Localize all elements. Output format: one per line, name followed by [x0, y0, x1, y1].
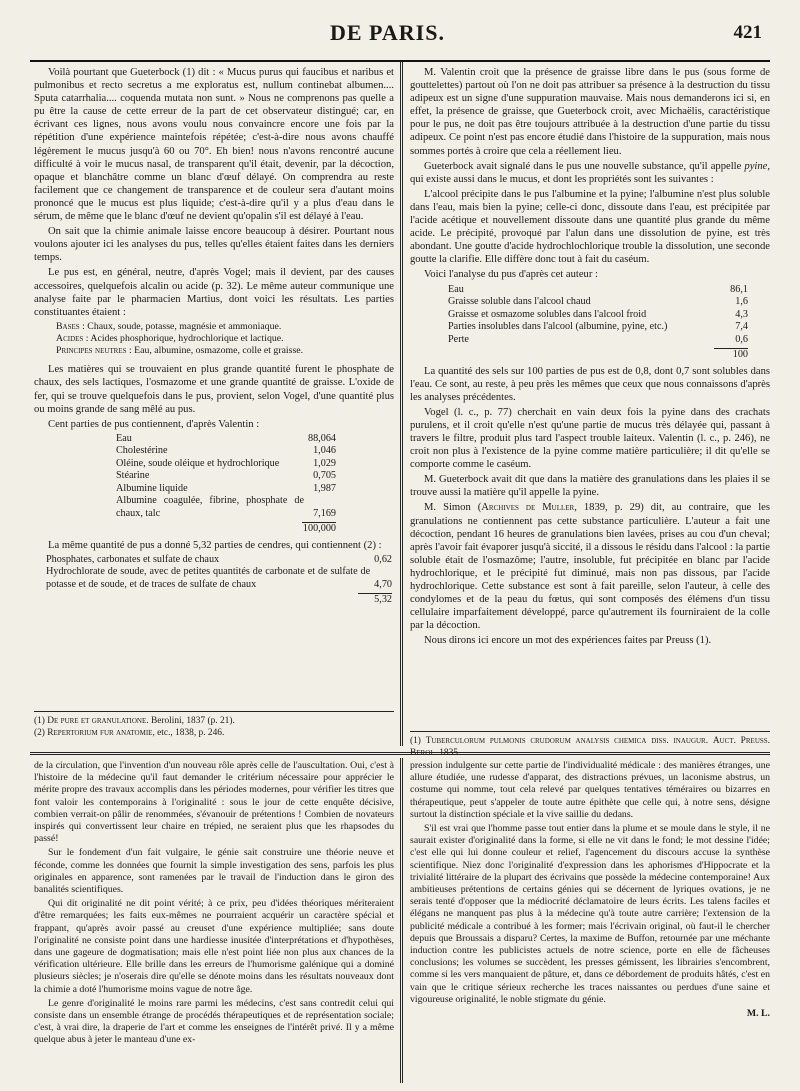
footnote: (1) Tuberculorum pulmonis crudorum analysis chemica diss. inaugur. Auct. Preuss. Berol. 1835.	[410, 736, 771, 758]
left-bottom-column	[34, 760, 394, 1049]
paragraph: Le genre d'originalité le moins rare parmi les médecins, c'est sans contredit celui qui consiste dans un ensemble étrange de procédés thérapeutiques et de représentation sociale; c'est, à vrai dire, la draperie de l'art et comme les enseignes de l'intérêt privé. Il y a même quelque abus à jeter le manteau d'une ex-	[34, 997, 394, 1046]
row-label: Stéarine	[116, 470, 150, 482]
valentin-analysis-table	[116, 433, 336, 521]
author-signature: M. L.	[746, 1008, 770, 1020]
paragraph: Gueterbock avait signalé dans le pus une nouvelle substance, qu'il appelle pyine, qui existe aussi dans le mucus, et dont les propriétés sont les suivantes :	[410, 160, 770, 185]
row-label: Cholestérine	[116, 445, 168, 457]
table-row	[46, 566, 392, 591]
row-value: 1,046	[313, 445, 336, 457]
row-label: Eau	[448, 283, 464, 295]
paragraph: Nous dirons ici encore un mot des expériences faites par Preuss (1).	[424, 635, 712, 647]
page-number: 421	[733, 22, 762, 43]
page-header	[0, 18, 800, 52]
row-value: 4,3	[735, 308, 748, 320]
row-label: Parties insolubles dans l'alcool (albumine, pyine, etc.)	[448, 321, 668, 332]
table-row	[116, 470, 336, 483]
constituents-list	[56, 321, 394, 358]
table-row	[448, 296, 748, 309]
row-label: Oléine, soude oléique et hydrochlorique	[116, 457, 280, 469]
footnote-rule	[34, 711, 394, 712]
table-row	[116, 495, 336, 520]
left-top-column	[34, 66, 394, 607]
footnote: (1) De pure et granulatione. Berolini, 1837 (p. 21).	[34, 716, 235, 726]
gueterbock-analysis-table	[448, 284, 748, 347]
footnote: (2) Repertorium fur anatomie, etc., 1838, p. 246.	[34, 728, 225, 738]
list-item: Principes neutres : Eau, albumine, osmazome, colle et graisse.	[56, 345, 304, 357]
table-row	[448, 284, 748, 297]
row-value: 1,6	[735, 296, 748, 307]
table-row	[116, 433, 336, 446]
table-row	[448, 334, 748, 347]
paragraph: Voici l'analyse du pus d'après cet auteur :	[424, 269, 598, 281]
row-label: Graisse et osmazome solubles dans l'alcool froid	[448, 308, 647, 320]
paragraph: Cent parties de pus contiennent, d'après Valentin :	[48, 418, 260, 430]
table-total: 5,32	[46, 593, 392, 607]
ashes-table	[46, 554, 392, 592]
table-total: 100,000	[302, 523, 336, 535]
paragraph: La même quantité de pus a donné 5,32 parties de cendres, qui contiennent (2) :	[48, 539, 382, 551]
paragraph: Sur le fondement d'un fait vulgaire, le génie sait construire une théorie neuve et féconde, comme les données que fournit la simple investigation des sens, parfois les plus originales en apparence, sont ramenées par le travail de l'induction dans le giron des banalités scientifiques.	[34, 847, 394, 896]
row-label: Albumine liquide	[116, 482, 188, 494]
paragraph: M. Valentin croit que la présence de graisse libre dans le pus (sous forme de gouttelettes) partout où l'on ne doit pas attribuer sa présence à la destruction du tissu adipeux est un signe d'une suppuration mauvaise. Mais nous demanderons ici si, en effet, la présence de graisse, que Gueterbock croit, avec Michaëlis, caractéristique pour le pus, ne doit pas être toujours attribuée à la destruction d'une partie du tissu adipeux. Ce point n'est pas encore étudié dans l'histoire de la suppuration, mais nous sommes portés à croire que cela a réellement lieu.	[410, 67, 770, 157]
row-label: Hydrochlorate de soude, avec de petites quantités de carbonate et de sulfate de potasse et de soude, et de traces de sulfate de chaux	[46, 566, 371, 590]
table-row	[448, 309, 748, 322]
paragraph: M. Simon (Archives de Muller, 1839, p. 29) dit, au contraire, que les granulations ne contiennent pas cette substance particulière. L'auteur a fait une décoction, pendant 16 heures de granulations bien lavées, prises au cou d'un cheval; après l'avoir fait évaporer jusqu'à siccité, il a dissous le résidu dans l'alcool : la partie soluble était de l'osmazôme; l'autre, insoluble, fut précipitée en blanc par l'acide hydrochlorique, et le précipité fut diminué, mais non pas dissous, par l'acide hydrochlorique. Cette substance est sont à fait pareille, selon l'auteur, à celle des condylomes et de la peau du fœtus, qui sont composés des élémens d'un tissu cellulaire imparfaitement développé, parce qu'autrement ils fourniraient de la colle par la décoction.	[410, 502, 770, 632]
paragraph: Qui dit originalité ne dit point vérité; à ce prix, peu d'idées théoriques mériteraient d'être remarquées; les faits eux-mêmes ne pourraient acquérir un caractère spécial et frappant, qu'après avoir passé au creuset d'une expérience multipliée; sans doute l'originalité ne consiste point dans une hardiesse inusitée d'interprétations et d'hypothèses, dans une gageure de dogmatisation; mais elle n'est point liée non plus aux chances de la vérification ultérieure. Elle brille dans les erreurs de l'humorisme galénique qui a dominé plusieurs siècles; je n'oserais dire qu'elle se dénote moins dans les résultats nouveaux dont la chimie a doté l'humorisme moins vague de notre âge.	[34, 898, 394, 995]
paragraph: pression indulgente sur cette partie de l'individualité médicale : des manières étranges, une allure étudiée, une rudesse d'apparat, des distractions prévues, un laconisme abstrus, un costume qui nomme, tout cela relevé par quelques tentatives téméraires ou bizarres en thérapeutique, peut s'appeler de toute autre épithète que celle qui, à notre sens, désigne surtout la distinction spéciale et la vive saillie du dedans.	[410, 760, 770, 820]
row-label: Phosphates, carbonates et sulfate de chaux	[46, 553, 220, 565]
row-label: Graisse soluble dans l'alcool chaud	[448, 296, 591, 307]
footnote-rule	[410, 731, 770, 732]
paragraph: S'il est vrai que l'homme passe tout entier dans la plume et se moule dans le style, il ne saurait exister d'originalité dans la forme, si elle ne vit dans le fond; le mot dessine l'idée; c'est elle qui lui donne couleur et relief, l'agencement du discours accuse la synthèse scientifique. Niez donc l'originalité d'expression dans les aphorismes d'Hippocrate et la trivialité littéraire de la plupart des écrivains que possède la médecine contemporaine! Aux ambitieuses prétentions de certains génies qui se décernent de lyriques ovations, je ne serais tenté d'opposer que la médiocrité déclamatoire de leurs écrits. Les talens faciles et élégans ne manquent pas plus à la médecine qu'à toute autre carrière; l'extension de la publicité médicale a contribué à les former; mais l'écrivain original, où faut-il le chercher depuis que Broussais a disparu? Certes, la maxime de Buffon, retournée par une méchante induction contre les publicistes actuels de notre science, porte en elle de fâcheuses conclusions; les volumes se succèdent, les presses gémissent, les librairies s'encombrent, comme si les vers manquaient de pâture, et, dans ce débordement de produits hâtés, c'est en vain que le critique sérieux recherche les traces naissantes ou perdues d'une saine et vigoureuse originalité, le noble stigmate du génie.	[410, 823, 770, 1005]
row-value: 7,4	[735, 321, 748, 332]
row-value: 7,169	[313, 507, 336, 519]
paragraph: La quantité des sels sur 100 parties de pus est de 0,8, dont 0,7 sont solubles dans l'eau. Ce sont, au reste, à peu près les mêmes que ceux que nous connaissons d'après les analyses précédentes.	[410, 365, 770, 403]
left-footnotes	[34, 715, 394, 739]
column-divider	[400, 758, 403, 1083]
right-top-column	[410, 66, 770, 649]
row-value: 88,064	[307, 432, 336, 444]
paragraph: Vogel (l. c., p. 77) cherchait en vain deux fois la pyine dans des crachats purulens, et il croit qu'elle n'est qu'une partie de mucus très délayée qui, passant à travers le filtre, produit plus tard l'aspect trouble laiteux. Valentin (l. c., p. 246), ne croit non plus à l'existence de la pyine comme matière particulière; il dit qu'elle se comporte comme le caséum.	[410, 406, 770, 471]
paragraph: M. Gueterbock avait dit que dans la matière des granulations dans les plaies il se trouve aussi la matière qu'il appelle la pyine.	[410, 474, 770, 499]
right-bottom-column	[410, 760, 770, 1020]
paragraph: Les matières qui se trouvaient en plus grande quantité furent le phosphate de chaux, des sels lactiques, l'osmazome et une grande quantité de graisse. L'oxide de fer, qui se trouve quelquefois dans le pus, provient, selon Vogel, d'une quantité plus ou moins grande de sang mêlé au pus.	[34, 364, 394, 415]
row-value: 86,1	[730, 283, 748, 295]
row-value: 0,62	[374, 553, 392, 565]
table-row	[46, 554, 392, 567]
row-value: 1,987	[313, 482, 336, 494]
table-row	[116, 483, 336, 496]
paragraph: On sait que la chimie animale laisse encore beaucoup à désirer. Pourtant nous voulons ajouter ici les analyses du pus, telles qu'elles étaient faites dans les derniers temps.	[34, 226, 394, 264]
row-value: 0,705	[313, 470, 336, 482]
row-value: 0,6	[735, 333, 748, 345]
paragraph: de la circulation, que l'invention d'un nouveau rôle après celle de l'auscultation. Oui, c'est à l'histoire de la médecine qu'il faut demander le critérium nécessaire pour apprécier le mérite propre des travaux accomplis dans les périodes modernes, pour vérifier les titres que font valoir les contemporains à l'originalité : sous le jour de cette enquête décisive, combien verrait-on pâlir de renommées, s'évanouir de prétentions ! Combien de novateurs inspirés qui convertissent leur chaire en trépied, ne seraient plus que les rhapsodes du passé!	[34, 760, 394, 845]
row-label: Albumine coagulée, fibrine, phosphate de chaux, talc	[116, 495, 304, 519]
paragraph: L'alcool précipite dans le pus l'albumine et la pyine; l'albumine n'est plus soluble dans l'eau, mais bien la pyine; celle-ci donc, dissoute dans l'eau, est précipitée par l'acide acétique et nouvellement dissoute dans une quantité plus grande du même acide. Le précipité, provoqué par l'alun dans une dissolution de pyine, est très abondant. Une goutte d'acide hydrochlochlorique trouble la dissolution, une seconde goutte la clarifie. Elle diffère donc tout à fait du caséum.	[410, 188, 770, 266]
paragraph: Le pus est, en général, neutre, d'après Vogel; mais il devient, par des causes accessoires, quelquefois alcalin ou acide (p. 32). Le même auteur communique une analyse faite par le pharmacien Martius, dont voici les résultats. Les parties constituantes étaient :	[34, 267, 394, 318]
paragraph: Voilà pourtant que Gueterbock (1) dit : « Mucus purus qui faucibus et naribus et pulmonibus et recto secretus a me exploratus est, nullum continebat albumen.... Sputa catarrhalia.... coquenda mutata non sunt. » Nous ne comprenons pas quelle a pu être la cause de cette erreur de la part de cet observateur distingué; car, en écrivant ces lignes, nous avons voulu nous convaincre encore une fois par la répétition d'une expérience maintefois répétée; c'est-à-dire nous avons chauffé légèrement le mucus jusqu'à 60 ou 70°. Eh bien! nous n'avons rencontré aucune difficulté à voir le mucus nasal, de transparent qu'il était, devenir, par la décoction, opaque et blanchâtre comme un blanc d'œuf délayé. On comprendra au reste facilement que ce changement de transparence et de couleur sera d'autant moins prononcé que le mucus est plus liquide; c'est-à-dire qu'il y a plus d'eau dans le sérum, de même que le blanc d'œuf ne devient qu'opalin s'il est délayé à l'eau.	[34, 67, 394, 223]
column-divider	[400, 62, 403, 746]
list-item: Acides : Acides phosphorique, hydrochlorique et lactique.	[56, 332, 284, 344]
table-row	[116, 458, 336, 471]
table-total: 100	[448, 348, 748, 362]
right-footnotes	[410, 735, 770, 759]
running-title: DE PARIS.	[330, 20, 445, 45]
section-separator	[30, 752, 770, 755]
row-value: 4,70	[374, 578, 392, 590]
list-item: Bases : Chaux, soude, potasse, magnésie et ammoniaque.	[56, 320, 282, 332]
row-label: Perte	[448, 333, 469, 345]
table-row	[116, 445, 336, 458]
table-row	[448, 321, 748, 334]
row-label: Eau	[116, 432, 132, 444]
row-value: 1,029	[313, 457, 336, 469]
